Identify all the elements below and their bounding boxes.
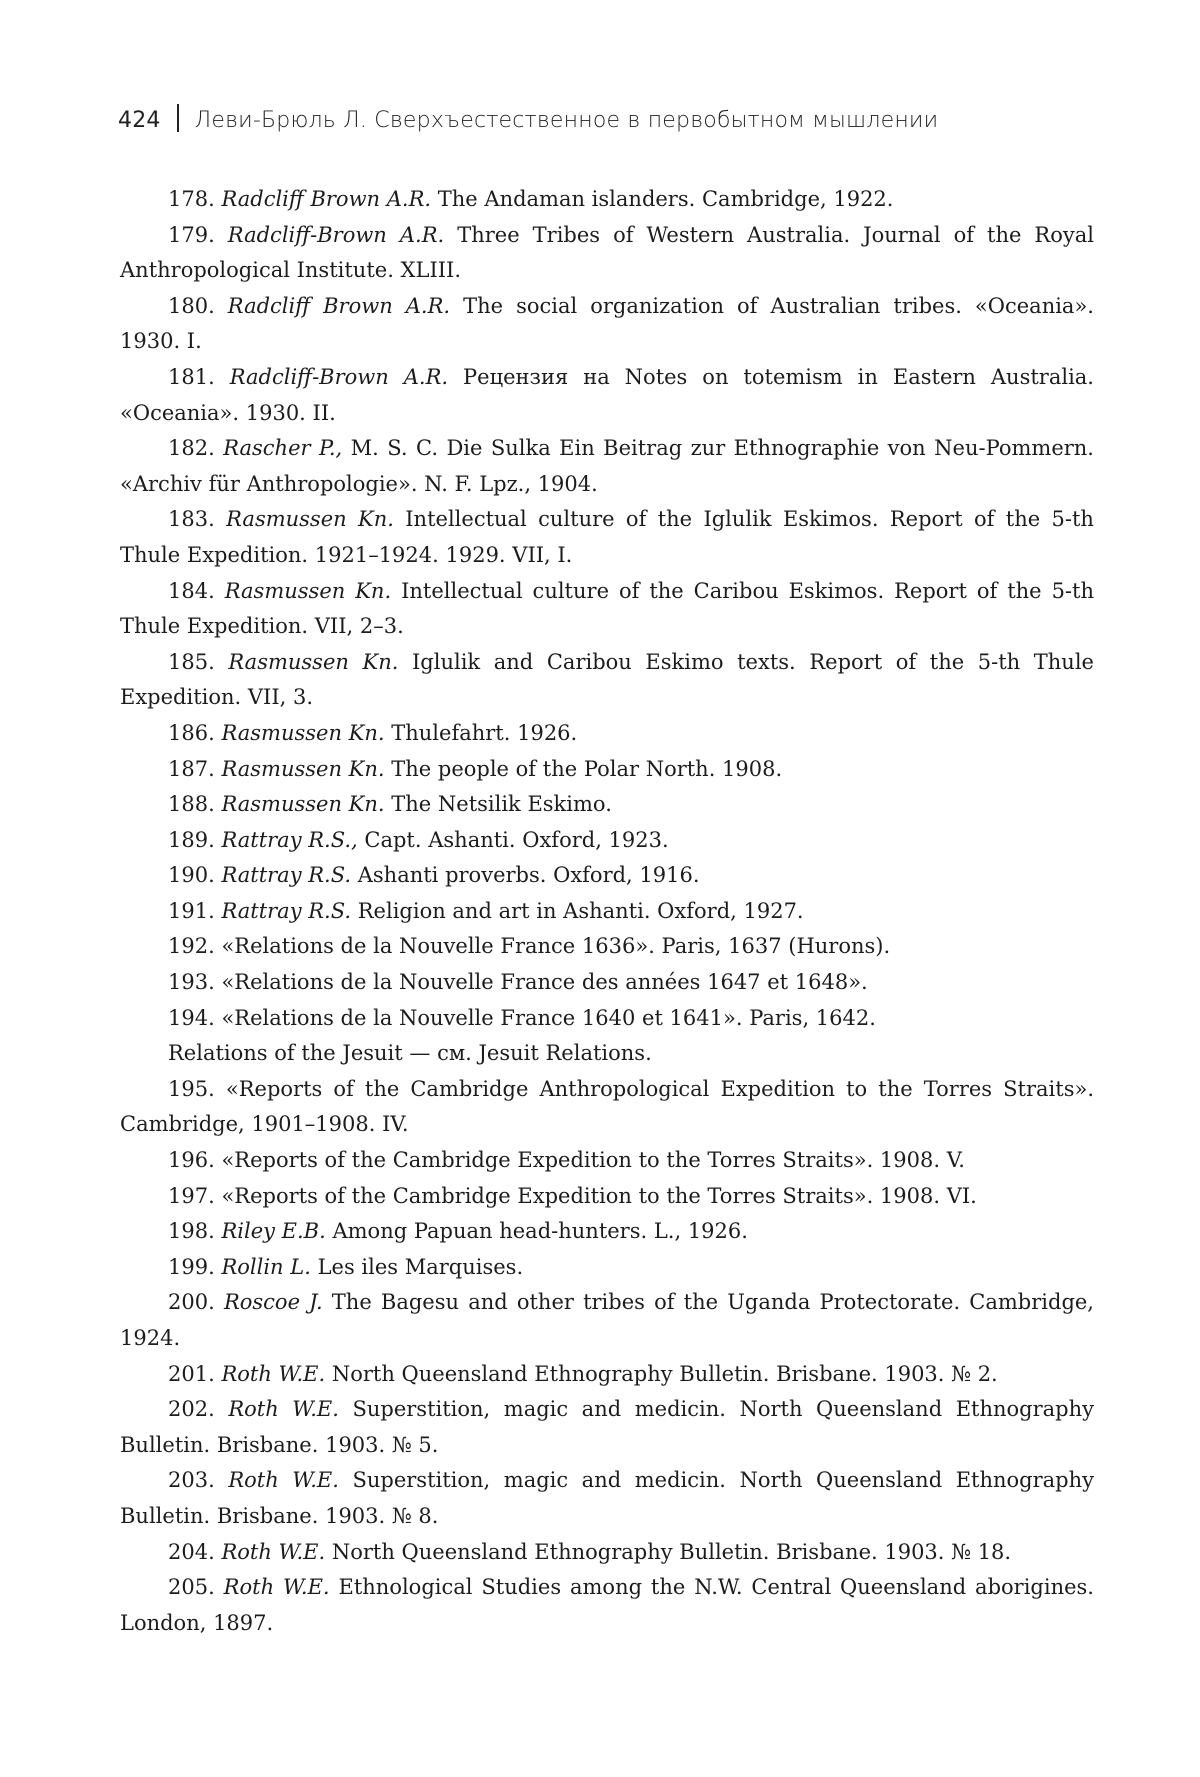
entry-number: 184. bbox=[168, 578, 215, 603]
entry-text: Three Tribes of Western Australia. Journal of the Royal Anthropological Institute. XLIII. bbox=[120, 222, 1094, 283]
entry-text: The social organization of Australian tribes. «Oceania». 1930. I. bbox=[120, 293, 1094, 354]
entry-text: Ashanti proverbs. Oxford, 1916. bbox=[357, 863, 700, 888]
entry-number: 181. bbox=[168, 364, 215, 389]
entry-text: «Relations de la Nouvelle France 1636». Paris, 1637 (Hurons). bbox=[221, 934, 891, 959]
bibliography-entry bbox=[120, 1143, 1094, 1179]
entry-author: Roth W.E. bbox=[228, 1397, 339, 1422]
entry-text: Capt. Ashanti. Oxford, 1923. bbox=[364, 827, 669, 852]
entry-text: North Queensland Ethnography Bulletin. Brisbane. 1903. № 2. bbox=[331, 1361, 998, 1386]
bibliography-entry bbox=[120, 1214, 1094, 1250]
header-separator bbox=[177, 104, 179, 132]
bibliography-entry bbox=[120, 1250, 1094, 1286]
running-header bbox=[118, 104, 1098, 140]
entry-author: Rascher P., bbox=[223, 436, 343, 461]
bibliography-entry bbox=[120, 1179, 1094, 1215]
entry-number: 178. bbox=[168, 187, 215, 211]
entry-number: 194. bbox=[168, 1005, 215, 1030]
entry-number: 203. bbox=[168, 1468, 215, 1493]
entry-number: 186. bbox=[168, 720, 215, 745]
entry-text: Intellectual culture of the Caribou Eskimos. Report of the 5-th Thule Expedition. VII, 2–3. bbox=[120, 578, 1094, 639]
bibliography-entry bbox=[120, 858, 1094, 894]
bibliography-entry bbox=[120, 1570, 1094, 1641]
bibliography-entry bbox=[120, 289, 1094, 360]
entry-author: Rasmussen Kn. bbox=[224, 578, 392, 603]
entry-author: Rasmussen Kn. bbox=[221, 792, 385, 817]
entry-number: 201. bbox=[168, 1361, 215, 1386]
bibliography-entry bbox=[120, 1285, 1094, 1356]
entry-author: Rollin L. bbox=[221, 1254, 311, 1279]
bibliography-entry bbox=[120, 645, 1094, 716]
entry-text: Thulefahrt. 1926. bbox=[391, 720, 578, 745]
entry-text: Relations of the Jesuit — см. Jesuit Relations. bbox=[168, 1041, 652, 1066]
entry-author: Radcliff-Brown A.R. bbox=[229, 364, 449, 389]
entry-number: 182. bbox=[168, 436, 215, 461]
entry-author: Rasmussen Kn. bbox=[221, 756, 385, 781]
entry-text: Iglulik and Caribou Eskimo texts. Report of the 5-th Thule Expedition. VII, 3. bbox=[120, 649, 1094, 710]
bibliography-entry bbox=[120, 218, 1094, 289]
bibliography-entry bbox=[120, 1392, 1094, 1463]
entry-number: 197. bbox=[168, 1183, 215, 1208]
entry-author: Rattray R.S. bbox=[221, 898, 352, 923]
entry-number: 202. bbox=[168, 1397, 215, 1422]
bibliography-entry bbox=[120, 894, 1094, 930]
entry-number: 191. bbox=[168, 898, 215, 923]
bibliography-entry bbox=[120, 1535, 1094, 1571]
entry-number: 185. bbox=[168, 649, 215, 674]
page-number: 424 bbox=[118, 108, 161, 133]
running-title: Леви-Брюль Л. Сверхъестественное в первобытном мышлении bbox=[194, 108, 939, 133]
entry-text: «Relations de la Nouvelle France des années 1647 et 1648». bbox=[221, 970, 868, 995]
entry-number: 192. bbox=[168, 934, 215, 959]
entry-author: Radcliff Brown A.R. bbox=[227, 293, 451, 318]
bibliography-entry bbox=[120, 787, 1094, 823]
entry-text: Les iles Marquises. bbox=[317, 1254, 524, 1279]
bibliography-entry bbox=[120, 1357, 1094, 1393]
bibliography-list bbox=[120, 182, 1094, 1641]
entry-number: 199. bbox=[168, 1254, 215, 1279]
entry-text: Superstition, magic and medicin. North Queensland Ethnography Bulletin. Brisbane. 1903. № 8. bbox=[120, 1468, 1094, 1528]
bibliography-entry bbox=[120, 965, 1094, 1001]
entry-text: Superstition, magic and medicin. North Queensland Ethnography Bulletin. Brisbane. 1903. № 5. bbox=[120, 1397, 1094, 1457]
entry-text: Religion and art in Ashanti. Oxford, 1927. bbox=[357, 898, 804, 923]
entry-number: 195. bbox=[168, 1076, 215, 1101]
entry-author: Rattray R.S., bbox=[221, 827, 358, 852]
entry-author: Roth W.E. bbox=[221, 1539, 326, 1564]
entry-author: Rasmussen Kn. bbox=[226, 507, 394, 532]
entry-text: The Netsilik Eskimo. bbox=[391, 792, 612, 817]
entry-text: Рецензия на Notes on totemism in Eastern Australia. «Oceania». 1930. II. bbox=[120, 364, 1094, 425]
bibliography-entry bbox=[120, 752, 1094, 788]
bibliography-entry bbox=[120, 716, 1094, 752]
bibliography-entry bbox=[120, 1072, 1094, 1143]
entry-text: The people of the Polar North. 1908. bbox=[391, 756, 783, 781]
entry-number: 204. bbox=[168, 1539, 215, 1564]
entry-author: Rattray R.S. bbox=[221, 863, 352, 888]
entry-number: 179. bbox=[168, 222, 215, 247]
bibliography-entry bbox=[120, 182, 1094, 218]
bibliography-entry bbox=[120, 431, 1094, 502]
entry-number: 188. bbox=[168, 792, 215, 817]
entry-text: North Queensland Ethnography Bulletin. Brisbane. 1903. № 18. bbox=[331, 1539, 1012, 1564]
bibliography-entry bbox=[120, 1463, 1094, 1534]
entry-number: 196. bbox=[168, 1148, 215, 1173]
entry-number: 200. bbox=[168, 1290, 215, 1315]
entry-text: Ethnological Studies among the N.W. Central Queensland aborigines. London, 1897. bbox=[120, 1575, 1094, 1635]
entry-number: 198. bbox=[168, 1219, 215, 1244]
entry-number: 190. bbox=[168, 863, 215, 888]
entry-author: Roscoe J. bbox=[223, 1290, 323, 1315]
entry-text: The Bagesu and other tribes of the Uganda Protectorate. Cambridge, 1924. bbox=[120, 1290, 1094, 1350]
entry-text: Among Papuan head-hunters. L., 1926. bbox=[332, 1219, 748, 1244]
entry-text: Intellectual culture of the Iglulik Eskimos. Report of the 5-th Thule Expedition. 1921–1924. 1929. VII, I. bbox=[120, 507, 1094, 567]
entry-author: Roth W.E. bbox=[221, 1361, 326, 1386]
entry-author: Rasmussen Kn. bbox=[228, 649, 399, 674]
entry-author: Roth W.E. bbox=[228, 1468, 339, 1493]
entry-text: «Reports of the Cambridge Expedition to the Torres Straits». 1908. V. bbox=[221, 1148, 965, 1173]
entry-number: 193. bbox=[168, 970, 215, 995]
entry-text: M. S. C. Die Sulka Ein Beitrag zur Ethnographie von Neu-Pommern. «Archiv für Anthropologie». N. F. Lpz., 1904. bbox=[120, 436, 1094, 496]
entry-author: Radcliff Brown A.R. bbox=[221, 187, 432, 211]
entry-number: 183. bbox=[168, 507, 215, 532]
entry-text: «Reports of the Cambridge Expedition to the Torres Straits». 1908. VI. bbox=[221, 1183, 977, 1208]
bibliography-entry bbox=[120, 1001, 1094, 1037]
entry-number: 189. bbox=[168, 827, 215, 852]
entry-author: Rasmussen Kn. bbox=[221, 720, 385, 745]
entry-text: The Andaman islanders. Cambridge, 1922. bbox=[437, 187, 894, 211]
entry-text: «Reports of the Cambridge Anthropological Expedition to the Torres Straits». Cambridge, 1901–1908. IV. bbox=[120, 1076, 1094, 1137]
entry-author: Riley E.B. bbox=[221, 1219, 326, 1244]
bibliography-entry bbox=[120, 502, 1094, 573]
entry-author: Roth W.E. bbox=[223, 1575, 330, 1600]
bibliography-entry bbox=[120, 574, 1094, 645]
bibliography-cross-reference bbox=[120, 1036, 1094, 1072]
bibliography-entry bbox=[120, 823, 1094, 859]
bibliography-entry bbox=[120, 929, 1094, 965]
bibliography-entry bbox=[120, 360, 1094, 431]
entry-author: Radcliff-Brown A.R. bbox=[227, 222, 445, 247]
entry-number: 187. bbox=[168, 756, 215, 781]
entry-text: «Relations de la Nouvelle France 1640 et 1641». Paris, 1642. bbox=[221, 1005, 876, 1030]
entry-number: 180. bbox=[168, 293, 215, 318]
entry-number: 205. bbox=[168, 1575, 215, 1600]
